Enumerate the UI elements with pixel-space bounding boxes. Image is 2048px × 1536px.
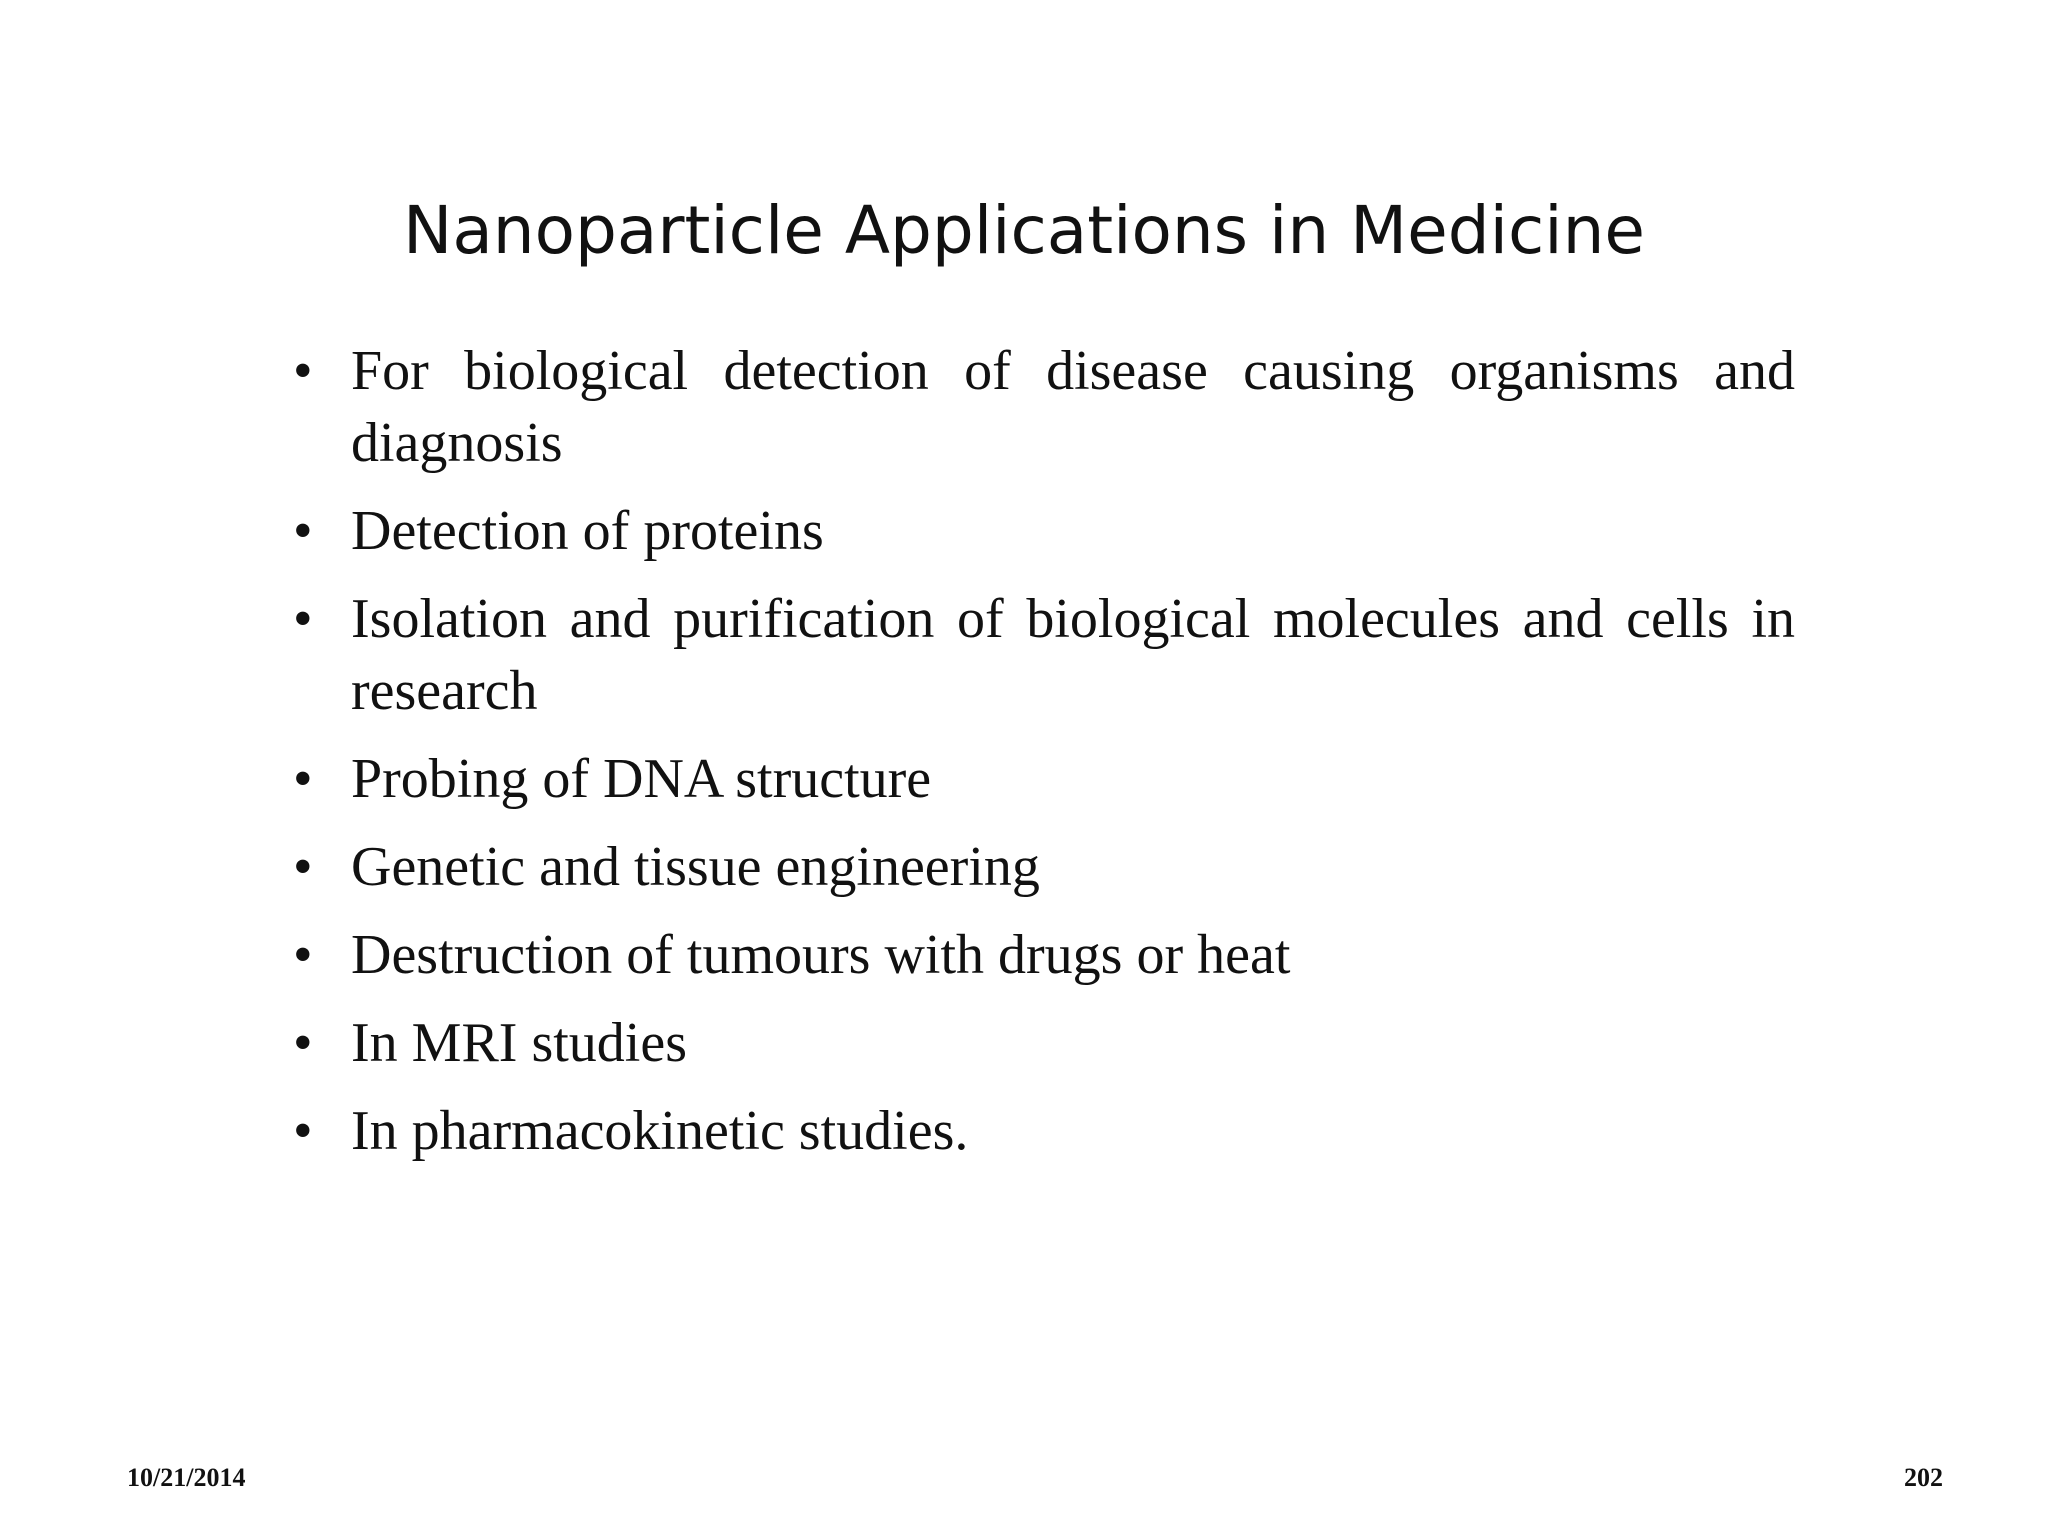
bullet-icon: •: [293, 1012, 313, 1074]
list-item: [285, 831, 1795, 903]
list-item: [285, 583, 1795, 727]
bullet-text: Destruction of tumours with drugs or heat: [351, 924, 1291, 986]
footer-page-number: 202: [1904, 1463, 1943, 1492]
list-item: [285, 743, 1795, 815]
list-item: [285, 1095, 1795, 1167]
bullet-text: Isolation and purification of biological molecules and cells in research: [351, 588, 1795, 722]
bullet-icon: •: [293, 588, 313, 650]
list-item: [285, 335, 1795, 479]
bullet-text: Genetic and tissue engineering: [351, 836, 1040, 898]
bullet-icon: •: [293, 748, 313, 810]
bullet-icon: •: [293, 500, 313, 562]
bullet-text: In pharmacokinetic studies.: [351, 1100, 969, 1162]
bullet-icon: •: [293, 1100, 313, 1162]
slide-title: Nanoparticle Applications in Medicine: [402, 192, 1646, 269]
bullet-text: In MRI studies: [351, 1012, 687, 1074]
list-item: [285, 1007, 1795, 1079]
bullet-text: For biological detection of disease causing organisms and diagnosis: [351, 340, 1795, 474]
bullet-text: Detection of proteins: [351, 500, 824, 562]
bullet-icon: •: [293, 836, 313, 898]
bullet-text: Probing of DNA structure: [351, 748, 932, 810]
list-item: [285, 919, 1795, 991]
bullet-icon: •: [293, 924, 313, 986]
list-item: [285, 495, 1795, 567]
bullet-list: [285, 335, 1795, 1183]
footer-date: 10/21/2014: [127, 1463, 246, 1492]
bullet-icon: •: [293, 340, 313, 402]
